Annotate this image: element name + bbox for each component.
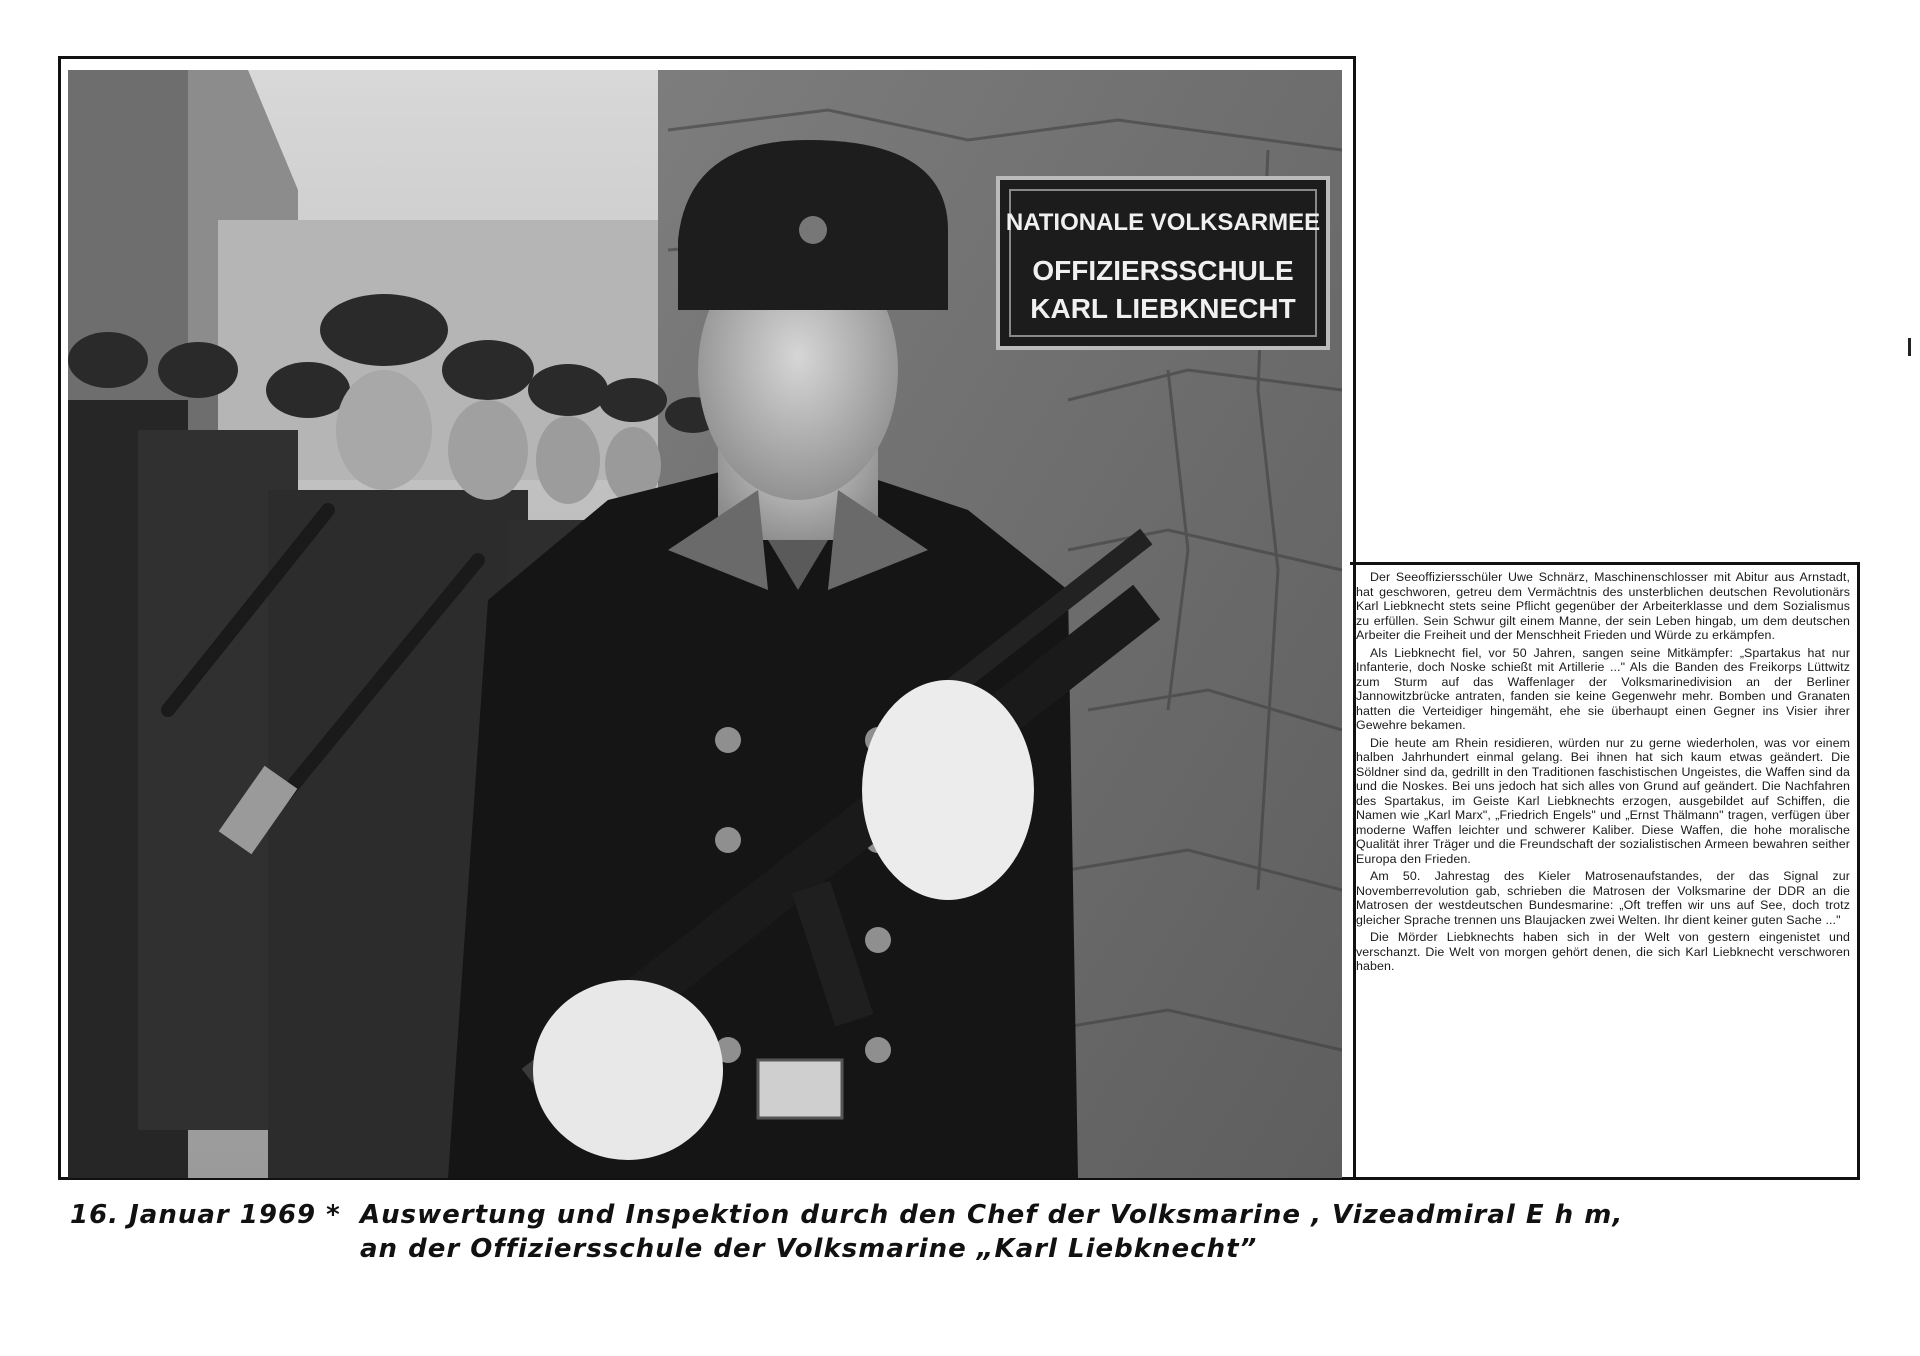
article-paragraph: Am 50. Jahrestag des Kieler Matrosenaufstandes, der das Signal zur Novemberrevolution gab, schrieben die Matrosen der Volksmarine der DDR an die Matrosen der westdeutschen Bundesmarine: „Oft treffen wir uns auf See, doch trotz gleicher Sprache trennen uns Blaujacken zwei Welten. Ihr dient keiner guten Sache ..." [1356, 869, 1850, 927]
photograph [68, 70, 1342, 1178]
caption-line-2: an der Offiziersschule der Volksmarine „Karl Liebknecht” [360, 1234, 1258, 1264]
sign-line-1: NATIONALE VOLKSARMEE [1005, 209, 1321, 236]
margin-mark [1908, 338, 1911, 356]
caption-line-1: Auswertung und Inspektion durch den Chef der Volksmarine , Vizeadmiral E h m, [360, 1200, 1624, 1230]
article-paragraph: Die Mörder Liebknechts haben sich in der Welt von gestern eingenistet und verschanzt. Die Welt von morgen gehört denen, die sich Karl Liebknecht verschworen haben. [1356, 930, 1850, 973]
article-text [1356, 570, 1850, 1174]
sign-line-2: OFFIZIERSSCHULE [1032, 255, 1294, 286]
article-paragraph: Die heute am Rhein residieren, würden nur zu gerne wiederholen, was vor einem halben Jahrhundert einmal gelang. Bei ihnen hat sich kaum etwas geändert. Die Söldner sind da, gedrillt in den Traditionen faschistischen Ungeistes, die Waffen sind da und die Noskes. Bei uns jedoch hat sich alles von Grund auf geändert. Die Nachfahren des Spartakus, im Geiste Karl Liebknechts erzogen, ausgebildet auf Schiffen, die Namen wie „Karl Marx", „Friedrich Engels" und „Ernst Thälmann" tragen, verfügen über moderne Waffen leichter und schwerer Kaliber. Diese Waffen, die hohe moralische Qualität ihrer Träger und die Freundschaft der sozialistischen Armeen bewahren seither Europa den Frieden. [1356, 735, 1850, 866]
sign-line-3: KARL LIEBKNECHT [1030, 293, 1296, 324]
article-paragraph: Der Seeoffiziersschüler Uwe Schnärz, Maschinenschlosser mit Abitur aus Arnstadt, hat geschworen, getreu dem Vermächtnis des unsterblichen deutschen Revolutionärs Karl Liebknecht stets seine Pflicht gegenüber der Arbeiterklasse und dem Sozialismus zu erfüllen. Sein Schwur gilt einem Manne, der sein Leben hingab, um dem deutschen Arbeiter die Freiheit und der Menschheit Frieden und Würde zu erkämpfen. [1356, 570, 1850, 642]
caption-date: 16. Januar 1969 * [70, 1200, 341, 1230]
article-paragraph: Als Liebknecht fiel, vor 50 Jahren, sangen seine Mitkämpfer: „Spartakus hat nur Infanterie, doch Noske schießt mit Artillerie ..." Als die Banden des Freikorps Lüttwitz zum Sturm auf das Waffenlager der Volksmarinedivision an der Berliner Jannowitzbrücke antraten, fanden sie keine Gegenwehr mehr. Bomben und Granaten hatten die Verteidiger hingemäht, ehe sie überhaupt einen Gegner ins Visier ihrer Gewehre bekamen. [1356, 645, 1850, 732]
